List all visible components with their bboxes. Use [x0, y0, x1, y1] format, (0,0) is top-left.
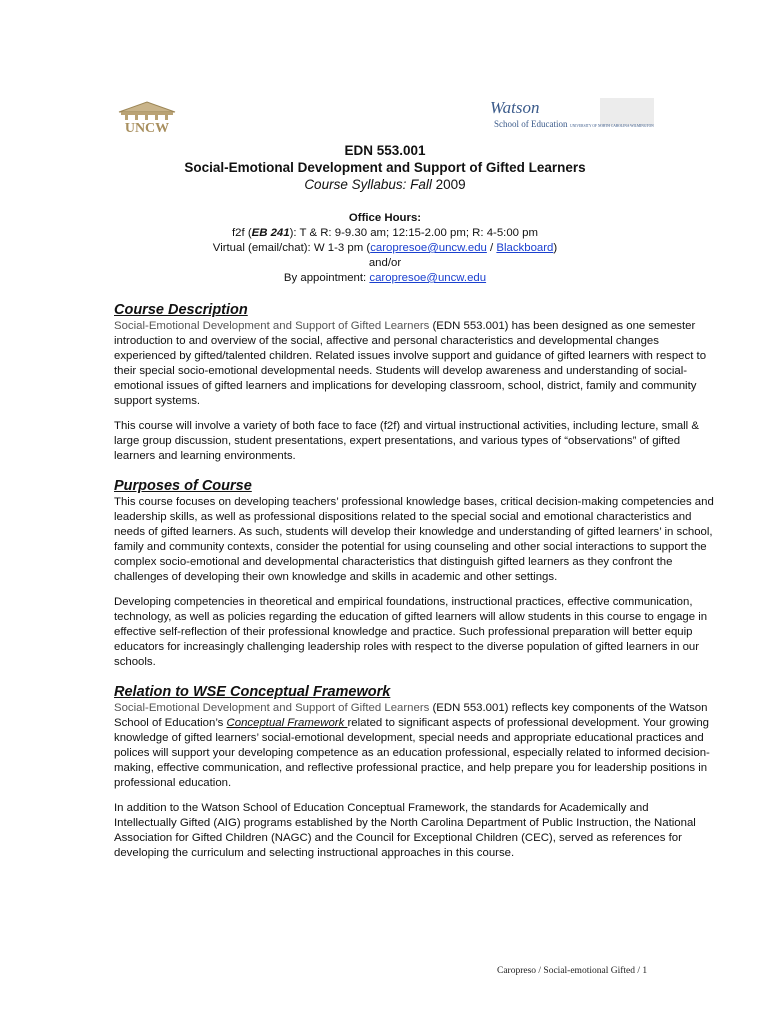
purposes-p2: Developing competencies in theoretical and empirical foundations, instructional practices, effective communication, technology, as well as policies regarding the education of gifted learners will allow students in this course to engage in effective self-reflection of their professional knowledge and practice. Such professional preparation will better equip educators for increasingly challenging leadership roles with respect to the diverse population of gifted learners in our schools.: [114, 596, 708, 668]
andor-text: and/or: [368, 257, 402, 269]
office-hours: [0, 211, 770, 286]
relation-p2: In addition to the Watson School of Education Conceptual Framework, the standards for Academically and Intellectually Gifted (AIG) programs established by the North Carolina Department of Public Instruction, the National Association for Gifted Children (NAGC) and the Council for Exceptional Children (CEC), served as references for developing the curriculum and selecting instructional approaches in this course.: [114, 802, 696, 859]
svg-text:Watson: Watson: [490, 98, 540, 117]
course-title: Social-Emotional Development and Support of Gifted Learners: [184, 160, 586, 175]
course-description-p2: This course will involve a variety of both face to face (f2f) and virtual instructional activities, including lecture, small & large group discussion, student presentations, expert presentations, and various types of “observations” of gifted learners and learning environments.: [114, 420, 699, 462]
appointment-line: By appointment: caropresoe@uncw.edu: [283, 272, 487, 284]
blackboard-link[interactable]: Blackboard: [496, 242, 554, 254]
syllabus-subtitle: Course Syllabus: Fall 2009: [304, 177, 466, 192]
appointment-email-link[interactable]: caropresoe@uncw.edu: [369, 272, 487, 284]
course-description-p1: Social-Emotional Development and Support of Gifted Learners (EDN 553.001) has been designed as one semester introduction to and overview of the social, affective and personal characteristics and developmental changes experienced by gifted/talented children. Related issues involve support and guidance of gifted learners with respect to their special socio-emotional developmental needs. Students will develop awareness and understanding of social-emotional issues of gifted learners and implications for developing classroom, school, district, family and community support systems.: [114, 320, 707, 407]
uncw-logo: [113, 100, 181, 136]
page-footer: Caropreso / Social-emotional Gifted / 1: [497, 966, 648, 976]
uncw-logo-text: UNCW: [124, 121, 170, 136]
svg-text:UNIVERSITY OF NORTH CAROLINA W: UNIVERSITY OF NORTH CAROLINA WILMINGTON: [570, 124, 654, 128]
email-link[interactable]: caropresoe@uncw.edu: [370, 242, 487, 254]
purposes-heading: Purposes of Course: [114, 478, 252, 494]
purposes-p1: This course focuses on developing teachers’ professional knowledge bases, critical decision-making competencies and leadership skills, as well as professional dispositions related to the special social and emotional characteristics and needs of gifted learners. As such, students will develop their knowledge and understanding of gifted learners’ in school, family and community contexts, consider the potential for using counseling and other social interactions to support the complex socio-emotional and developmental characteristics that distinguish gifted learners as they confront the challenges of developing their own knowledge and skills in academic and other settings.: [114, 496, 714, 583]
course-description-heading: Course Description: [114, 302, 248, 318]
conceptual-framework-link[interactable]: Conceptual Framework: [226, 717, 348, 729]
office-hours-title: Office Hours:: [348, 212, 422, 224]
room-number: EB 241: [251, 227, 290, 239]
syllabus-header: [0, 142, 770, 193]
relation-p1: Social-Emotional Development and Support of Gifted Learners (EDN 553.001) reflects key components of the Watson School of Education’s Conceptual Framework related to significant aspects of professional development. Your growing knowledge of gifted learners’ social-emotional development, special needs and appropriate educational practices and polices will support your developing competence as an education professional, especially related to informed decision-making, effective communication, and reflective professional practice, and help prepare you for leadership positions in professional education.: [114, 702, 710, 789]
f2f-hours: f2f (EB 241): T & R: 9-9.30 am; 12:15-2.00 pm; R: 4-5:00 pm: [231, 227, 539, 239]
syllabus-body: [114, 301, 714, 861]
watson-school-logo: [488, 96, 656, 136]
relation-heading: Relation to WSE Conceptual Framework: [114, 684, 391, 700]
virtual-hours: Virtual (email/chat): W 1-3 pm (caropresoe@uncw.edu / Blackboard): [212, 242, 558, 254]
svg-text:School of Education: School of Education: [494, 119, 568, 129]
course-code: EDN 553.001: [344, 143, 426, 158]
